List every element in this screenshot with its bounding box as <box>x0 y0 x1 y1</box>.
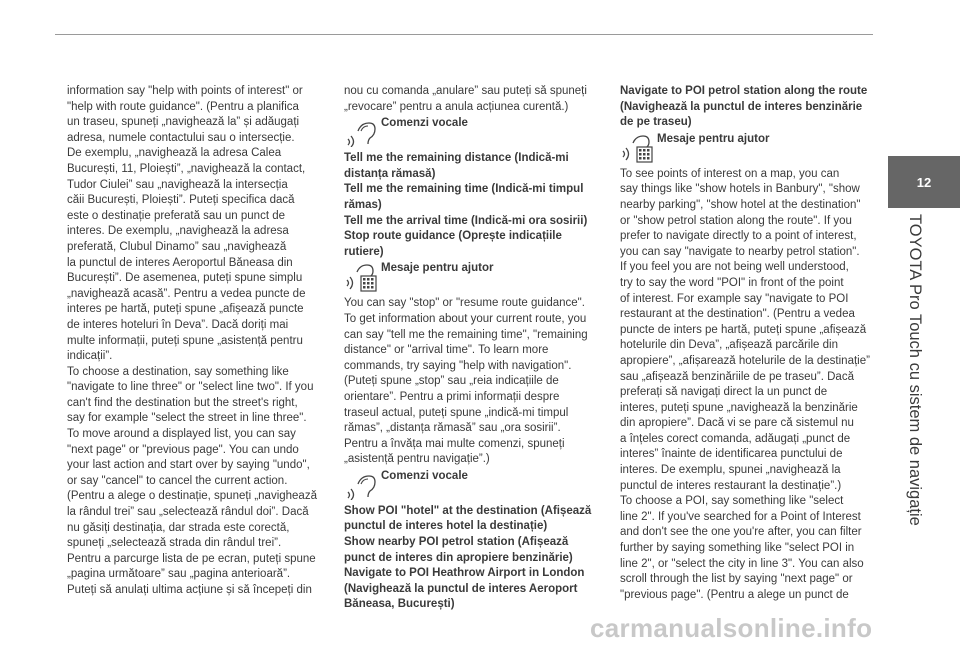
help-messages-label: Mesaje pentru ajutor <box>381 262 494 275</box>
paragraph: To see points of interest on a map, you can say things like "show hotels in Banbury", "show nearby parking", "show hotel at the destination" or "show petrol station along the route". If you prefer to navigate directly to a point of interest, you can say "navigate to nearby petrol station". If you feel you are not being well understood, try to say the word "POI" in front of the point of interest. For example say "navigate to POI restaurant at the destination". (Pentru a vedea puncte de inters pe hartă, puteți spune „afișează hotelurile din Deva”, „afișează parcările din apropiere”, „afișarează hotelurile de la destinație” sau „afișează benzinăriile de pe traseu”. Dacă preferați să navigați direct la un punct de interes, puteți spune „navighează la benzinărie din apropiere”. Dacă vi se pare că sistemul nu a înțeles corect comanda, adăugați „punct de interes” înainte de identificarea punctului de interes. De exemplu, spunei „navighează la punctul de interes restaurant la destinație”.) To choose a POI, say something like "select line 2". If you've searched for a Point of Interest and don't see the one you're after, you can filter further by saying something like "select POI in line 2", or "select the city in line 3". You can also scroll through the list by saying "next page" or "previous page". (Pentru a alege un punct de <box>620 167 870 601</box>
paragraph: nou cu comanda „anulare” sau puteți să spuneți „revocare” pentru a anula acțiunea curentă.) <box>344 85 587 113</box>
help-message-icon <box>344 262 378 294</box>
voice-command-icon <box>344 470 376 500</box>
voice-commands-label: Comenzi vocale <box>381 117 468 130</box>
watermark: carmanualsonline.info <box>590 613 873 643</box>
help-messages-heading <box>620 133 872 163</box>
paragraph: information say "help with points of interest" or "help with route guidance". (Pentru a planifica un traseu, spuneți „navighează la” și adăugați adresa, numele contactului sau o intersecție. De exemplu, „navighează la adresa Calea București, 11, Ploiești”, „navighează la contact, Tudor Ciulei” sau „navighează la intersecția căii București, Ploiești”. Puteți specifica dacă este o destinație preferată sau un punct de interes. De exemplu, „navighează la adresa preferată, Clubul Dinamo” sau „navighează la punctul de interes Aeroportul Băneasa din București”. De asemenea, puteți spune simplu „navighează acasă”. Pentru a vedea puncte de interes pe hartă, puteți spune „afișează puncte de interes hoteluri în Deva”. Dacă doriți mai multe informații, puteți spune „asistență pentru indicații”. To choose a destination, say something like "navigate to line three" or "select line two". If you can't find the destination but the street's right, say for example "select the street in line three". To move around a displayed list, you can say "next page" or "previous page". You can undo your last action and start over by saying "undo", or say "cancel" to cancel the current action. (Pentru a alege o destinație, spuneți „navighează la rândul trei” sau „selectează rândul doi”. Dacă nu găsiți destinația, dar strada este corectă, spuneți „selectează strada din rândul trei”. Pentru a parcurge lista de pe ecran, puteți spune „pagina următoare” sau „pagina anterioară”. Puteți să anulați ultima acțiune și să începeți din <box>67 85 317 596</box>
voice-commands-heading <box>344 470 596 500</box>
command-list: Tell me the remaining distance (Indică-mi distanța rămasă) Tell me the remaining time (Indică-mi timpul rămas) Tell me the arrival time (Indică-mi ora sosirii) Stop route guidance (Oprește indicațiile rutiere) <box>344 152 588 258</box>
help-messages-label: Mesaje pentru ajutor <box>657 132 770 145</box>
chapter-number-badge: 12 <box>888 156 960 208</box>
header-rule <box>55 34 873 35</box>
paragraph: You can say "stop" or "resume route guidance". To get information about your current route, you can say "tell me the remaining time", "remaining distance" or "arrival time". To learn more commands, try saying "help with navigation". (Puteți spune „stop” sau „reia indicațiile de orientare”. Pentru a primi informații despre traseul actual, puteți spune „indică-mi timpul rămas”, „distanța rămasă” sau „ora sosirii”. Pentru a învăța mai multe comenzi, spuneți „asistență pentru navigație”.) <box>344 297 588 466</box>
voice-commands-heading <box>344 117 596 147</box>
voice-command-icon <box>344 117 376 147</box>
chapter-title: TOYOTA Pro Touch cu sistem de navigație <box>906 214 924 526</box>
voice-commands-label: Comenzi vocale <box>381 469 468 482</box>
help-messages-heading <box>344 262 596 292</box>
text-column-2 <box>344 84 596 613</box>
command-list: Navigate to POI petrol station along the route (Navighează la punctul de interes benzinărie de pe traseu) <box>620 85 868 129</box>
command-list: Show POI "hotel" at the destination (Afișează punctul de interes hotel la destinație) Show nearby POI petrol station (Afișează punct de interes din apropiere benzinărie) Navigate to POI Heathrow Airport in London (Navighează la punctul de interes Aeroport Băneasa, București) <box>344 504 592 611</box>
text-column-3 <box>620 84 872 603</box>
text-column-1 <box>67 84 319 599</box>
help-message-icon <box>620 133 654 165</box>
